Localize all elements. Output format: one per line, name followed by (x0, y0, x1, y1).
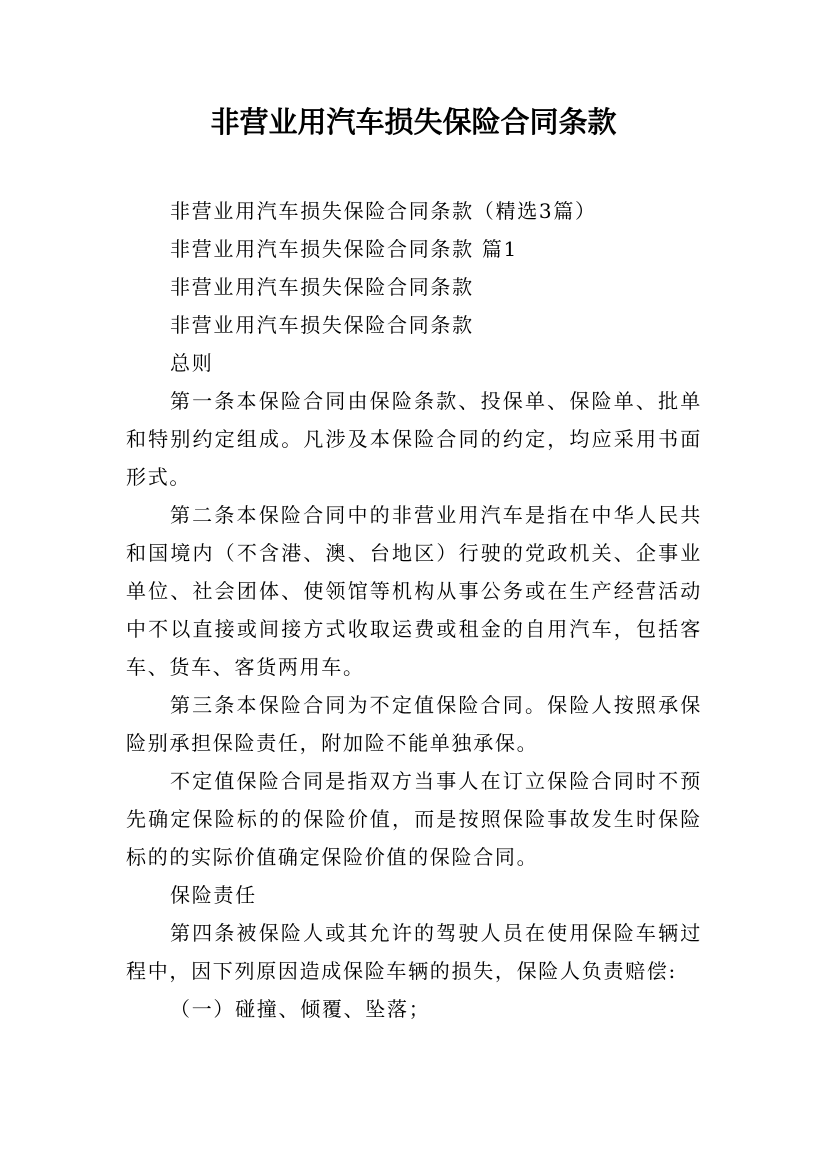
article-3: 第三条本保险合同为不定值保险合同。保险人按照承保险别承担保险责任，附加险不能单独承保。 (126, 693, 702, 755)
article-1: 第一条本保险合同由保险条款、投保单、保险单、批单和特别约定组成。凡涉及本保险合同的约定，均应采用书面形式。 (126, 389, 702, 489)
article-4: 第四条被保险人或其允许的驾驶人员在使用保险车辆过程中，因下列原因造成保险车辆的损失，保险人负责赔偿: (126, 921, 702, 983)
article-4-item-1: （一）碰撞、倾覆、坠落； (170, 997, 431, 1021)
article-2: 第二条本保险合同中的非营业用汽车是指在中华人民共和国境内（不含港、澳、台地区）行驶的党政机关、企事业单位、社会团体、使领馆等机构从事公务或在生产经营活动中不以直接或间接方式收取运费或租金的自用汽车，包括客车、货车、客货两用车。 (126, 503, 702, 679)
document-body (126, 192, 702, 1028)
paragraph-heading: 非营业用汽车损失保险合同条款 (170, 275, 474, 299)
article-3-definition: 不定值保险合同是指双方当事人在订立保险合同时不预先确定保险标的的保险价值，而是按照保险事故发生时保险标的的实际价值确定保险价值的保险合同。 (126, 769, 702, 869)
section-heading-liability: 保险责任 (170, 883, 257, 907)
paragraph-intro: 非营业用汽车损失保险合同条款（精选3篇） (170, 199, 597, 223)
document-title: 非营业用汽车损失保险合同条款 (210, 105, 617, 139)
paragraph-part-heading: 非营业用汽车损失保险合同条款 篇1 (170, 237, 518, 261)
paragraph-heading: 非营业用汽车损失保险合同条款 (170, 313, 474, 337)
section-heading-general: 总则 (170, 351, 214, 375)
